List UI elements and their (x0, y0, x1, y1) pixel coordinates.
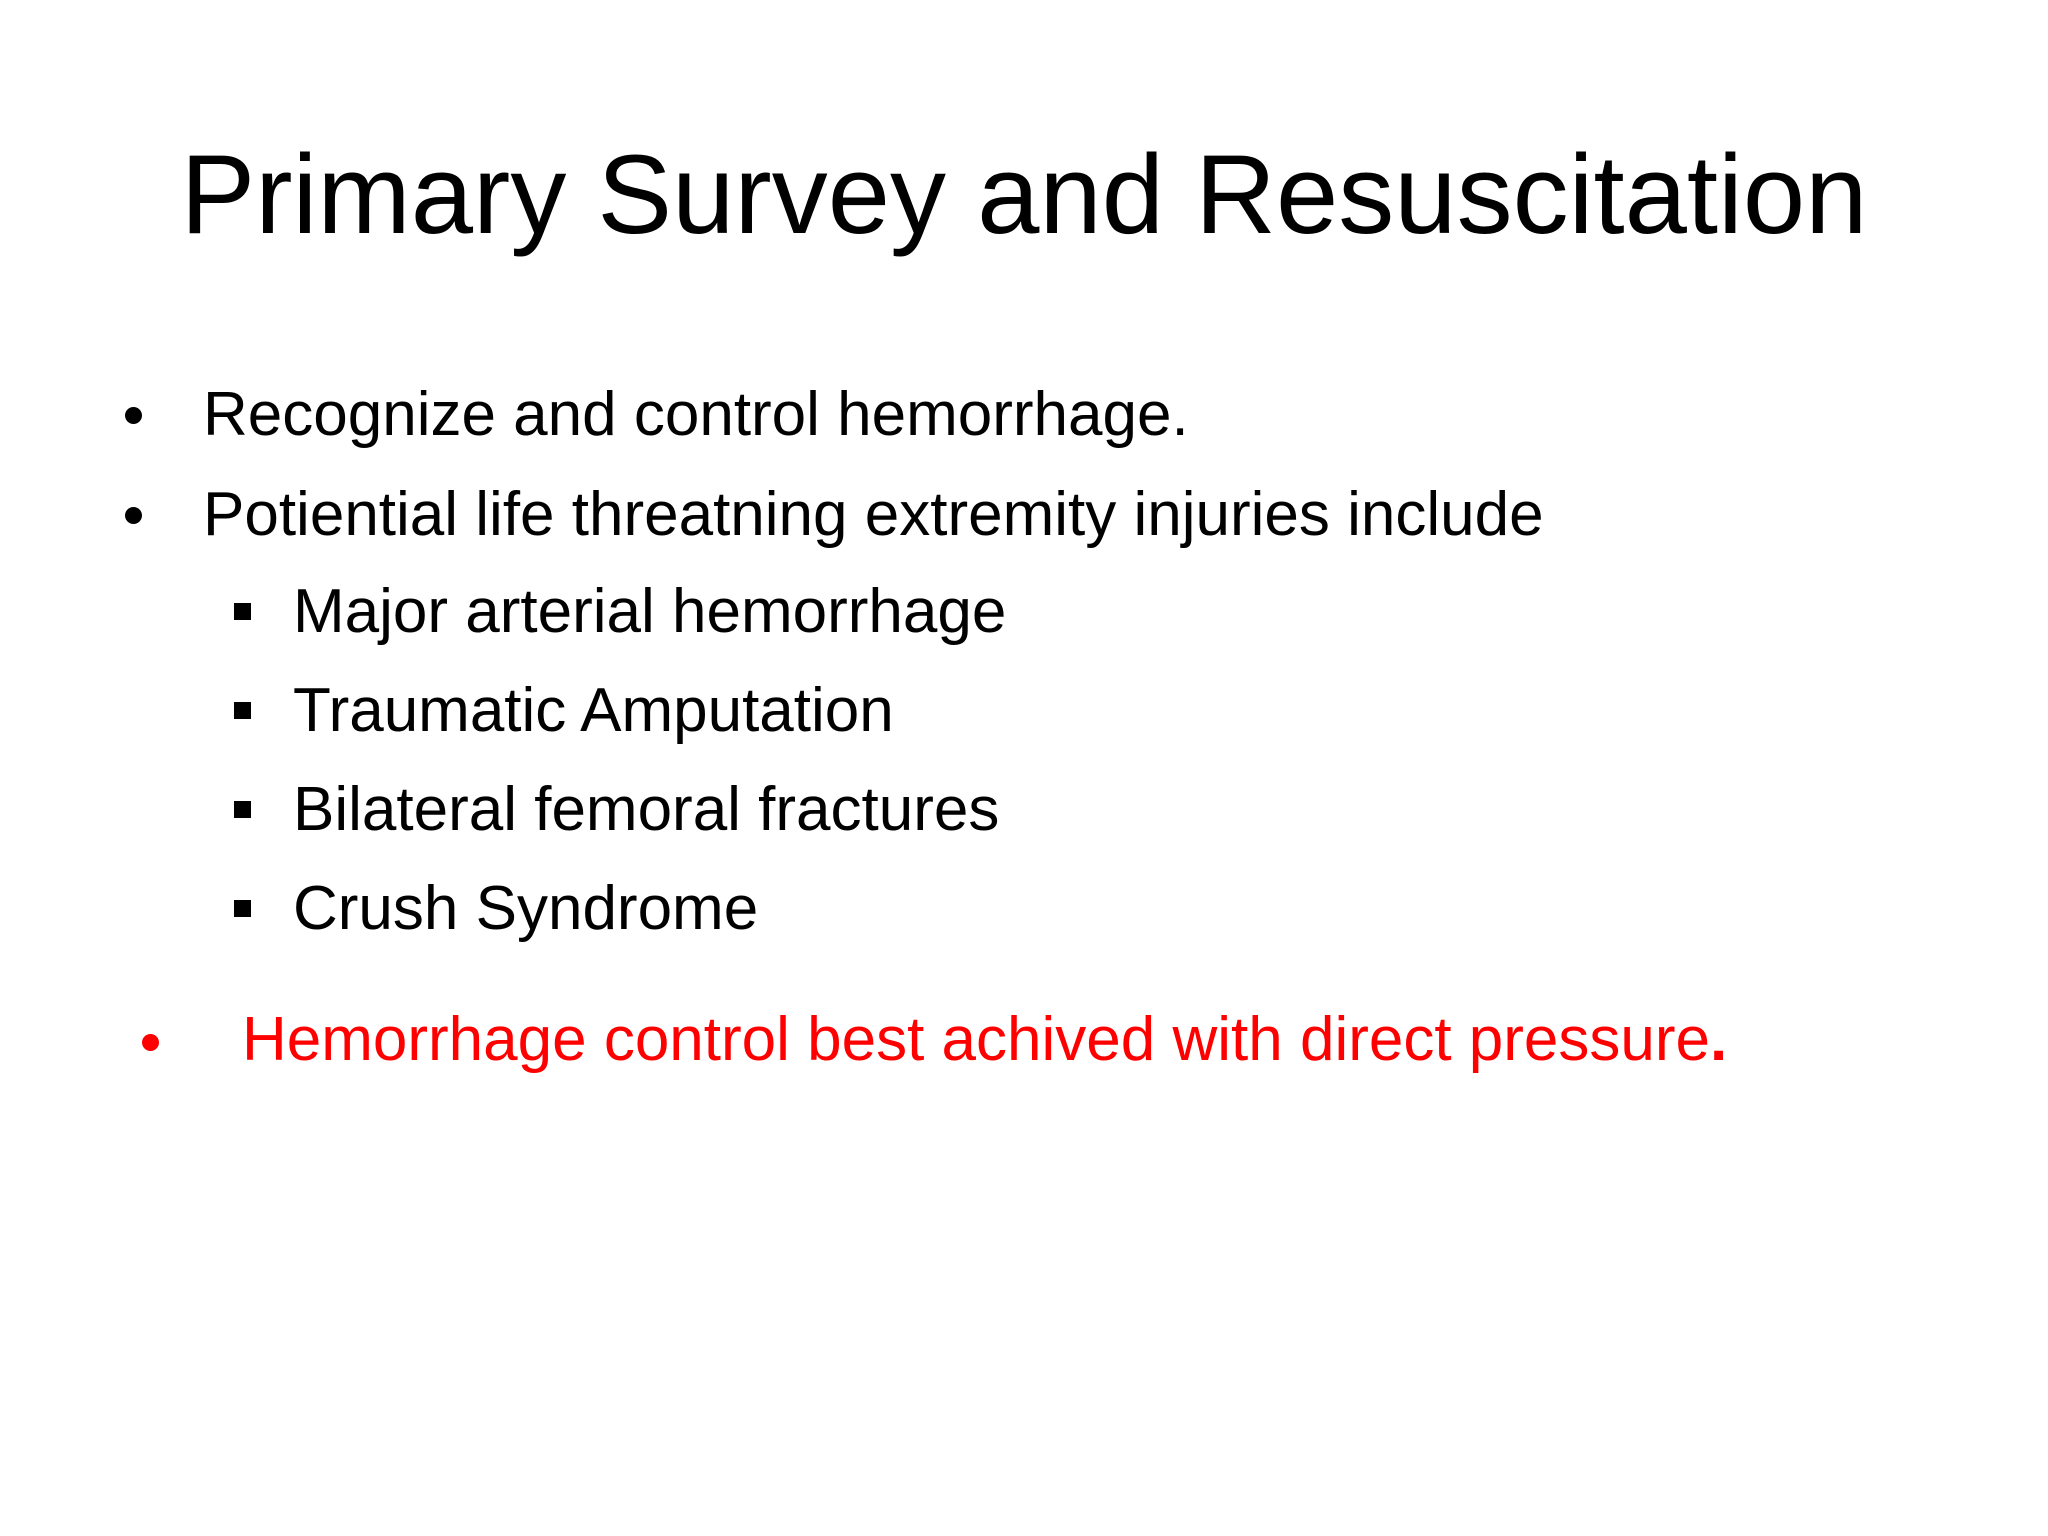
square-bullet-icon (234, 603, 251, 620)
bullet-dot-icon (125, 507, 142, 524)
bullet-text: Recognize and control hemorrhage. (203, 380, 1189, 449)
highlight-text-line (242, 1000, 1727, 1080)
bullet-text: Potiential life threatning extremity injuries include (203, 480, 1544, 549)
sub-bullet-text: Crush Syndrome (293, 874, 759, 943)
sub-bullet-text: Traumatic Amputation (293, 676, 894, 745)
square-bullet-icon (234, 801, 251, 818)
highlight-bullet-dot-icon (142, 1034, 159, 1051)
highlight-text: Hemorrhage control best achived with direct pressure (242, 1005, 1711, 1074)
square-bullet-icon (234, 900, 251, 917)
sub-bullet-text: Major arterial hemorrhage (293, 577, 1007, 646)
sub-bullet-text: Bilateral femoral fractures (293, 775, 1000, 844)
bullet-dot-icon (125, 407, 142, 424)
square-bullet-icon (234, 702, 251, 719)
highlight-period: . (1710, 1005, 1728, 1074)
slide-title: Primary Survey and Resuscitation (180, 132, 1868, 257)
